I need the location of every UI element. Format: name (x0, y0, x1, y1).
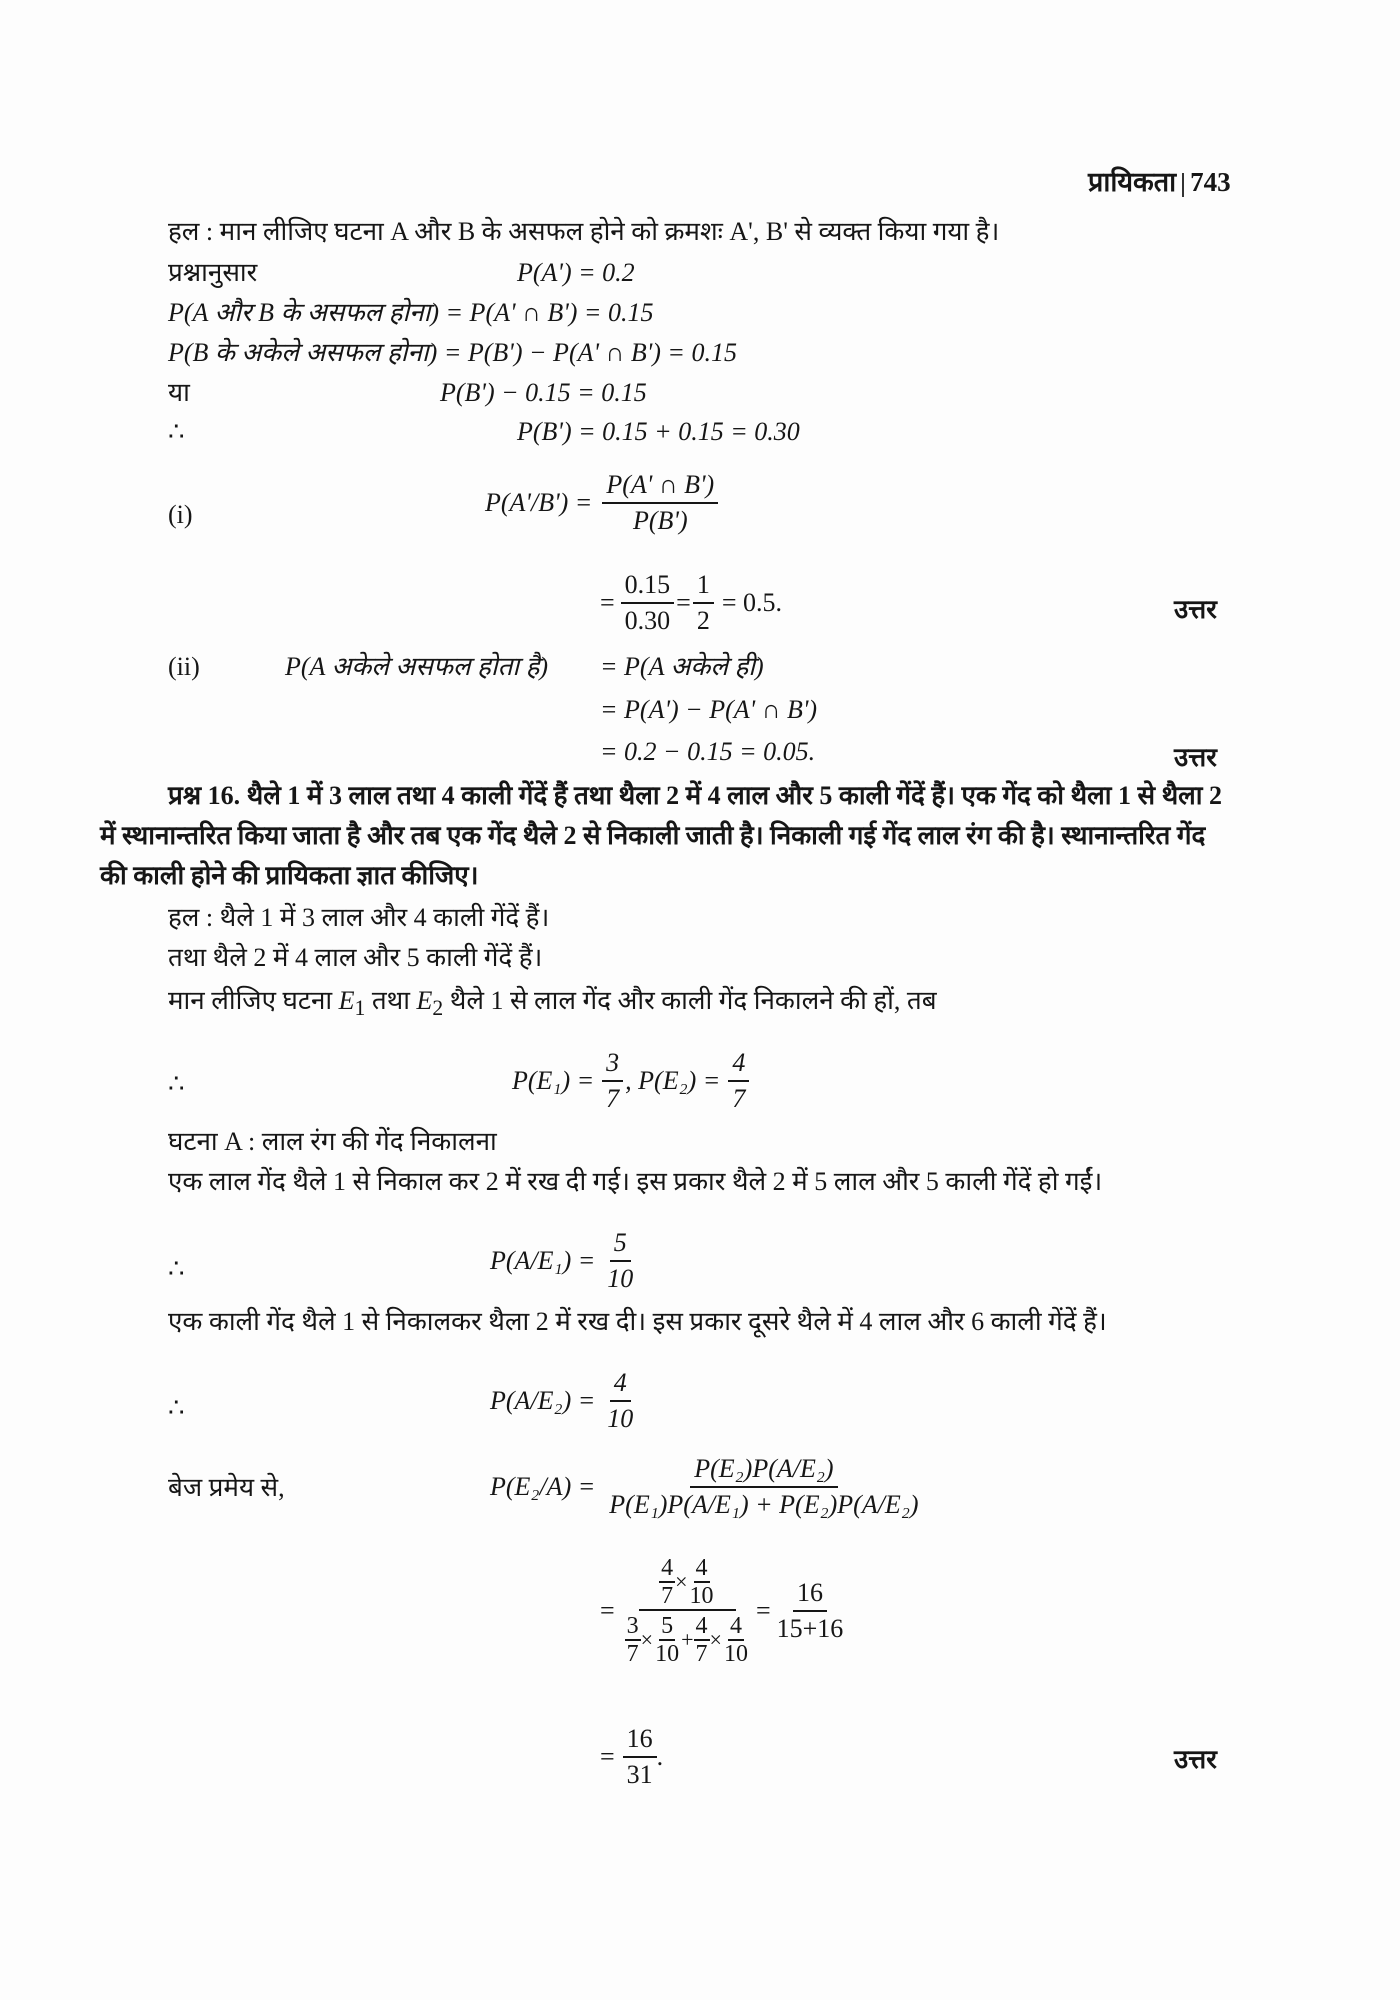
df-b-d: 10 (655, 1641, 680, 1667)
final-result (600, 1724, 663, 1790)
step-frac1-den: 0.30 (624, 606, 671, 635)
pa-e1-den: 10 (607, 1264, 634, 1293)
pe-formula (512, 1048, 749, 1114)
pa-e2-den: 10 (607, 1404, 634, 1433)
bayes-label: बेज प्रमेय से, (168, 1473, 285, 1502)
bayes-fraction (605, 1454, 922, 1520)
pe2-lhs: , P(E₂) = (625, 1066, 721, 1095)
answer-tag: उत्तर (1174, 595, 1217, 624)
or-expr: P(B') − 0.15 = 0.15 (440, 378, 647, 407)
compound-denominator (621, 1611, 754, 1667)
answer-tag: उत्तर (1174, 1745, 1217, 1774)
both-fail-expr: = P(A' ∩ B') = 0.15 (445, 298, 654, 327)
step-frac1-num: 0.15 (621, 570, 675, 604)
result-num: 16 (793, 1578, 827, 1612)
calc-eq: = (600, 1596, 615, 1625)
pe1-frac (602, 1048, 623, 1114)
df-a-d: 7 (626, 1641, 639, 1667)
part-i-step (600, 570, 782, 636)
bayes-numerator: P(E₂)P(A/E₂) (690, 1454, 837, 1488)
bayes-lhs: P(E₂/A) = (490, 1472, 596, 1501)
or-label: या (168, 378, 190, 407)
df-b-n: 5 (661, 1613, 674, 1639)
nf-b-d: 10 (689, 1583, 714, 1609)
nf-b-n: 4 (695, 1555, 708, 1581)
part-ii-line1: = P(A अकेले ही) (600, 652, 764, 681)
part-i-lhs: P(A'/B') = (485, 488, 593, 517)
pa-e1-formula (490, 1228, 637, 1294)
plus: + (681, 1627, 694, 1652)
calc-eq2: = (755, 1596, 771, 1625)
final-dot: . (656, 1742, 664, 1771)
event-e1: E (338, 986, 355, 1015)
step-frac2-num: 1 (693, 570, 714, 604)
pa-e1-frac (603, 1228, 637, 1294)
solution-intro: हल : मान लीजिए घटना A और B के असफल होने को क्रमशः A', B' से व्यक्त किया गया है। (168, 217, 1000, 246)
pe2-frac (728, 1048, 749, 1114)
sol16-line2: तथा थैले 2 में 4 लाल और 5 काली गेंदें हैं। (168, 943, 543, 972)
header-separator (1182, 173, 1184, 197)
pe1-num: 3 (602, 1048, 623, 1082)
df-d-d: 10 (723, 1641, 748, 1667)
sol16-line1: हल : थैले 1 में 3 लाल और 4 काली गेंदें हैं। (168, 903, 550, 932)
df-b (653, 1613, 681, 1667)
part-ii-line2: = P(A') − P(A' ∩ B') (600, 695, 818, 724)
part-i-denominator: P(B') (632, 506, 688, 535)
bayes-calculation (600, 1555, 847, 1667)
df-a-n: 3 (626, 1613, 639, 1639)
result-den: 15+16 (776, 1614, 844, 1643)
df-c-n: 4 (695, 1613, 708, 1639)
final-den: 31 (626, 1760, 653, 1789)
pe1-lhs: P(E₁) = (512, 1066, 595, 1095)
therefore-symbol: ∴ (168, 1393, 185, 1422)
step-frac2-den: 2 (696, 606, 710, 635)
answer-tag: उत्तर (1174, 743, 1217, 772)
line3-text-a: मान लीजिए घटना (168, 986, 339, 1015)
both-fail-label (168, 297, 653, 329)
nf-a-d: 7 (661, 1583, 674, 1609)
nf-a-n: 4 (661, 1555, 674, 1581)
question-16 (100, 776, 1225, 896)
therefore-symbol: ∴ (168, 1069, 185, 1098)
part-i-result: = 0.5. (721, 588, 783, 617)
df-c (694, 1613, 710, 1667)
df-d (722, 1613, 750, 1667)
df-a (625, 1613, 641, 1667)
part-i-step-frac1 (621, 570, 675, 636)
part-ii-label: (ii) (168, 652, 200, 681)
final-eq: = (600, 1742, 615, 1771)
event-e1-sub: 1 (354, 996, 366, 1021)
case1-text: एक लाल गेंद थैले 1 से निकाल कर 2 में रख दी गई। इस प्रकार थैले 2 में 5 लाल और 5 काली गेंदें हो गईं। (168, 1167, 1103, 1196)
part-i-eq2: = (676, 588, 691, 617)
pe2-num: 4 (728, 1048, 749, 1082)
result-fraction (773, 1578, 848, 1644)
df-d-n: 4 (729, 1613, 742, 1639)
part-ii-lhs: P(A अकेले असफल होता है) (285, 652, 549, 681)
event-e2: E (416, 986, 433, 1015)
therefore-symbol: ∴ (168, 1254, 185, 1283)
line3-text-c: थैले 1 से लाल गेंद और काली गेंद निकालने की हों, तब (443, 986, 937, 1015)
part-i-fraction (602, 470, 718, 536)
given-label: प्रश्नानुसार (168, 258, 258, 287)
nf-a (659, 1555, 675, 1609)
chapter-title: प्रायिकता (1088, 167, 1177, 197)
final-fraction (623, 1724, 657, 1790)
therefore-symbol: ∴ (168, 417, 185, 446)
part-i-step-frac2 (693, 570, 714, 636)
compound-fraction (621, 1555, 754, 1667)
event-e2-sub: 2 (432, 996, 444, 1021)
line3-text-b: तथा (365, 986, 417, 1015)
bayes-denominator: P(E₁)P(A/E₁) + P(E₂)P(A/E₂) (609, 1490, 919, 1519)
part-i-label: (i) (168, 500, 193, 529)
pa-e2-frac (603, 1368, 637, 1434)
running-header (1088, 166, 1231, 198)
pe2-den: 7 (732, 1084, 746, 1113)
part-i-numerator: P(A' ∩ B') (602, 470, 718, 504)
b-alone-fail-text: P(B के अकेले असफल होना) (168, 338, 438, 367)
times: × (709, 1627, 722, 1652)
part-i-eq: = (600, 588, 615, 617)
df-c-d: 7 (695, 1641, 708, 1667)
times: × (640, 1627, 654, 1652)
case2-text: एक काली गेंद थैले 1 से निकालकर थैला 2 में रख दी। इस प्रकार दूसरे थैले में 4 लाल और 6 काली गेंदें हैं। (168, 1307, 1107, 1336)
compound-numerator (639, 1555, 735, 1611)
part-i-formula (485, 470, 718, 536)
times: × (675, 1569, 688, 1594)
pa-e2-num: 4 (610, 1368, 631, 1402)
part-ii-line3: = 0.2 − 0.15 = 0.05. (600, 737, 816, 766)
final-num: 16 (623, 1724, 657, 1758)
pa-e1-lhs: P(A/E₁) = (490, 1246, 596, 1275)
both-fail-text: P(A और B के असफल होना) (168, 298, 440, 327)
event-a-def: घटना A : लाल रंग की गेंद निकालना (168, 1127, 497, 1156)
pa-e2-lhs: P(A/E₂) = (490, 1386, 596, 1415)
pa-e1-num: 5 (610, 1228, 631, 1262)
page-number: 743 (1190, 167, 1231, 197)
nf-b (688, 1555, 716, 1609)
pa-e2-formula (490, 1368, 637, 1434)
given-expr: P(A') = 0.2 (517, 258, 635, 287)
pb-prime-expr: P(B') = 0.15 + 0.15 = 0.30 (517, 417, 800, 446)
bayes-formula (490, 1454, 923, 1520)
pe1-den: 7 (606, 1084, 620, 1113)
b-alone-fail-line (168, 337, 737, 369)
question-16-text: प्रश्न 16. थैले 1 में 3 लाल तथा 4 काली गेंदें हैं तथा थैला 2 में 4 लाल और 5 काली गेंदें हैं। एक गेंद को थैला 1 से थैला 2 में स्थानान्तरित किया जाता है और तब एक गेंद थैले 2 से निकाली जाती है। निकाली गई गेंद लाल रंग की है। स्थानान्तरित गेंद की काली होने की प्रायिकता ज्ञात कीजिए। (100, 781, 1223, 890)
b-alone-fail-expr: = P(B') − P(A' ∩ B') = 0.15 (443, 338, 737, 367)
sol16-line3 (168, 985, 937, 1024)
